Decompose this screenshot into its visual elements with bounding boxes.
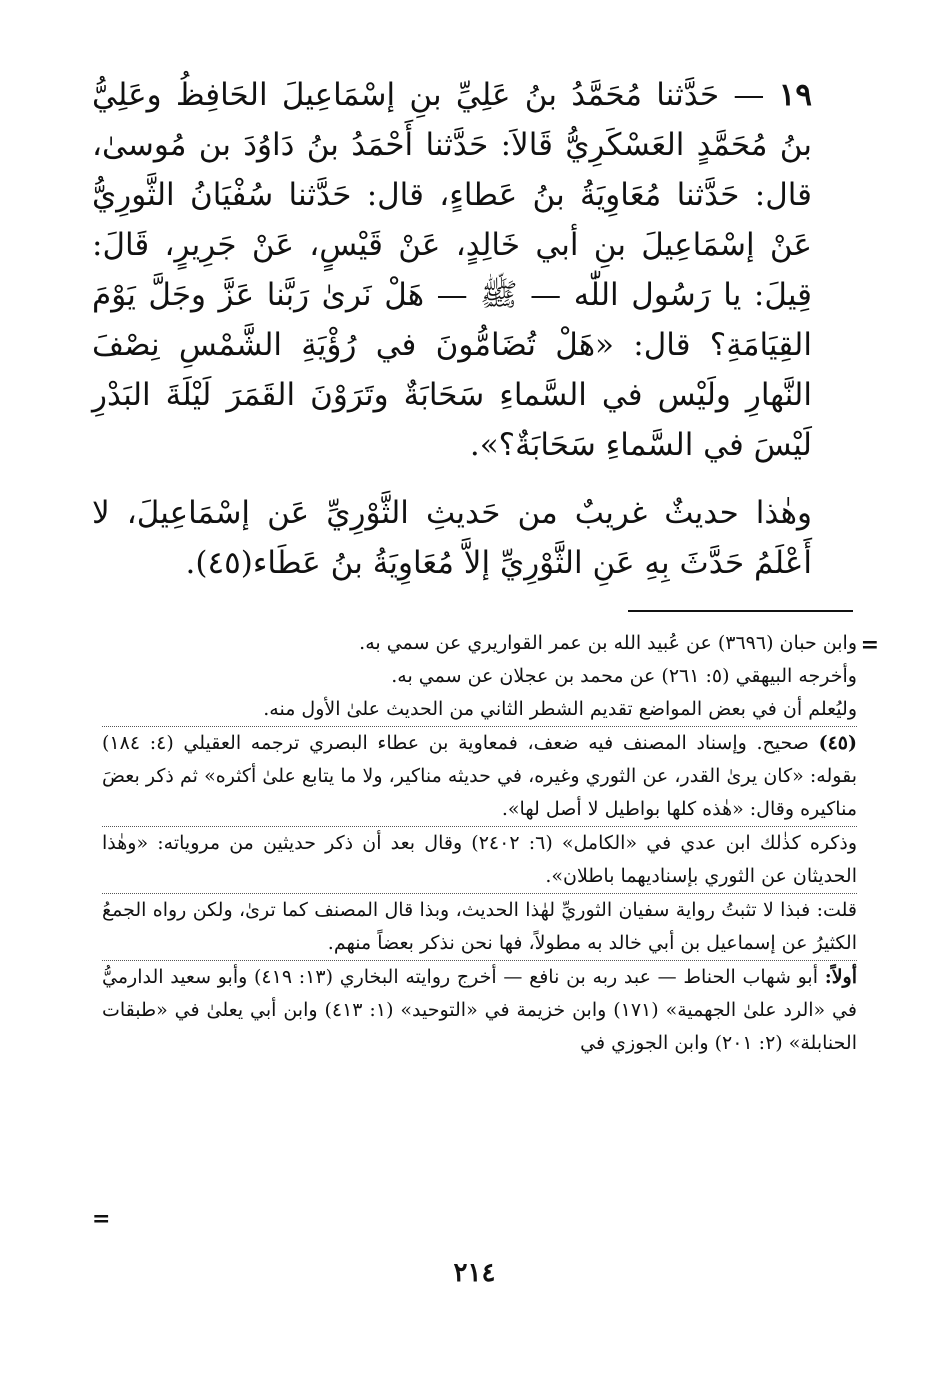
- footnote-line: وذكره كذٰلك ابن عدي في «الكامل» (٦: ٢٤٠٢) وقال بعد أن ذكر حديثين من مروياته: «وهٰذا الحديثان عن الثوري بإسناديهما باطلان».: [102, 832, 857, 887]
- hadith-text: — حَدَّثنا مُحَمَّدُ بنُ عَلِيِّ بنِ إسْمَاعِيلَ الحَافِظُ وعَلِيُّ بنُ مُحَمَّدٍ العَسْكَرِيُّ قَالاَ: حَدَّثنا أَحْمَدُ بنُ دَاوُدَ بن مُوسىٰ، قال: حَدَّثنا مُعَاوِيَةُ بنُ عَطاءٍ، قال: حَدَّثنا سُفْيَانُ الثَّورِيُّ عَنْ إسْمَاعِيلَ بنِ أبي خَالِدٍ، عَنْ قَيْسٍ، عَنْ جَرِيرٍ، قَالَ: قِيلَ: يا رَسُول اللّٰه — ﷺ — هَلْ نَرىٰ رَبَّنا عَزَّ وجَلَّ يَوْمَ القِيَامَةِ؟ قال: «هَلْ تُضَامُّونَ في رُؤْيَةِ الشَّمْسِ نِصْفَ النَّهارِ ولَيْس في السَّماءِ سَحَابَةٌ وتَرَوْنَ القَمَرَ لَيْلَةَ البَدْرِ لَيْسَ في السَّماءِ سَحَابَةٌ؟».: [92, 77, 812, 463]
- comment-paragraph: وهٰذا حديثٌ غريبٌ من حَديثِ الثَّوْرِيِّ عَن إسْمَاعِيلَ، لا أَعْلَمُ حَدَّثَ بِهِ عَنِ الثَّوْرِيِّ إلاَّ مُعَاوِيَةُ بنُ عَطَاء(٤٥).: [92, 495, 812, 581]
- main-text: [92, 70, 812, 588]
- footnote-line: وأخرجه البيهقي (٥: ٢٦١) عن محمد بن عجلان عن سمي به.: [391, 665, 857, 687]
- footnote-number: (٤٥): [818, 732, 857, 754]
- footnote-line: أولاً: أبو شهاب الحناط — عبد ربه بن نافع — أخرج روايته البخاري (١٣: ٤١٩) وأبو سعيد الدارميُّ في «الرد علىٰ الجهمية» (١٧١) وابن خزيمة في «التوحيد» (١: ٤١٣) وابن أبي يعلىٰ في «طبقات الحنابلة» (٢: ٢٠١) وابن الجوزي في: [102, 966, 857, 1054]
- hadith-number: ١٩: [778, 77, 812, 113]
- footnotes: [102, 627, 857, 1060]
- page-number: ٢١٤: [453, 1258, 496, 1288]
- footnote-separator-rule: [628, 610, 853, 612]
- continuation-mark-bottom: =: [92, 1206, 111, 1232]
- footnote-45: (٤٥) صحيح. وإسناد المصنف فيه ضعف، فمعاوية بن عطاء البصري ترجمه العقيلي (٤: ١٨٤) بقوله: «كان يرىٰ القدر، عن الثوري وغيره، في حديثه مناكير، ولا ما يتابع علىٰ أكثره» ثم ذكر بعضَ مناكيره وقال: «هٰذه كلها بواطيل لا أصل لها».: [102, 732, 857, 820]
- hadith-paragraph: [92, 70, 812, 470]
- footnote-line: قلت: فبذا لا تثبتُ رواية سفيان الثوريِّ لهٰذا الحديث، وبذا قال المصنف كما ترىٰ، ولكن رواه الجمعُ الكثيرُ عن إسماعيل بن أبي خالد به مطولاً، فها نحن نذكر بعضاً منهم.: [102, 899, 857, 954]
- footnote-line: وابن حبان (٣٦٩٦) عن عُبيد الله بن عمر القواريري عن سمي به.: [359, 632, 857, 654]
- footnote-line: وليُعلم أن في بعض المواضع تقديم الشطر الثاني من الحديث علىٰ الأول منه.: [263, 698, 857, 720]
- continuation-mark-top: =: [860, 632, 879, 658]
